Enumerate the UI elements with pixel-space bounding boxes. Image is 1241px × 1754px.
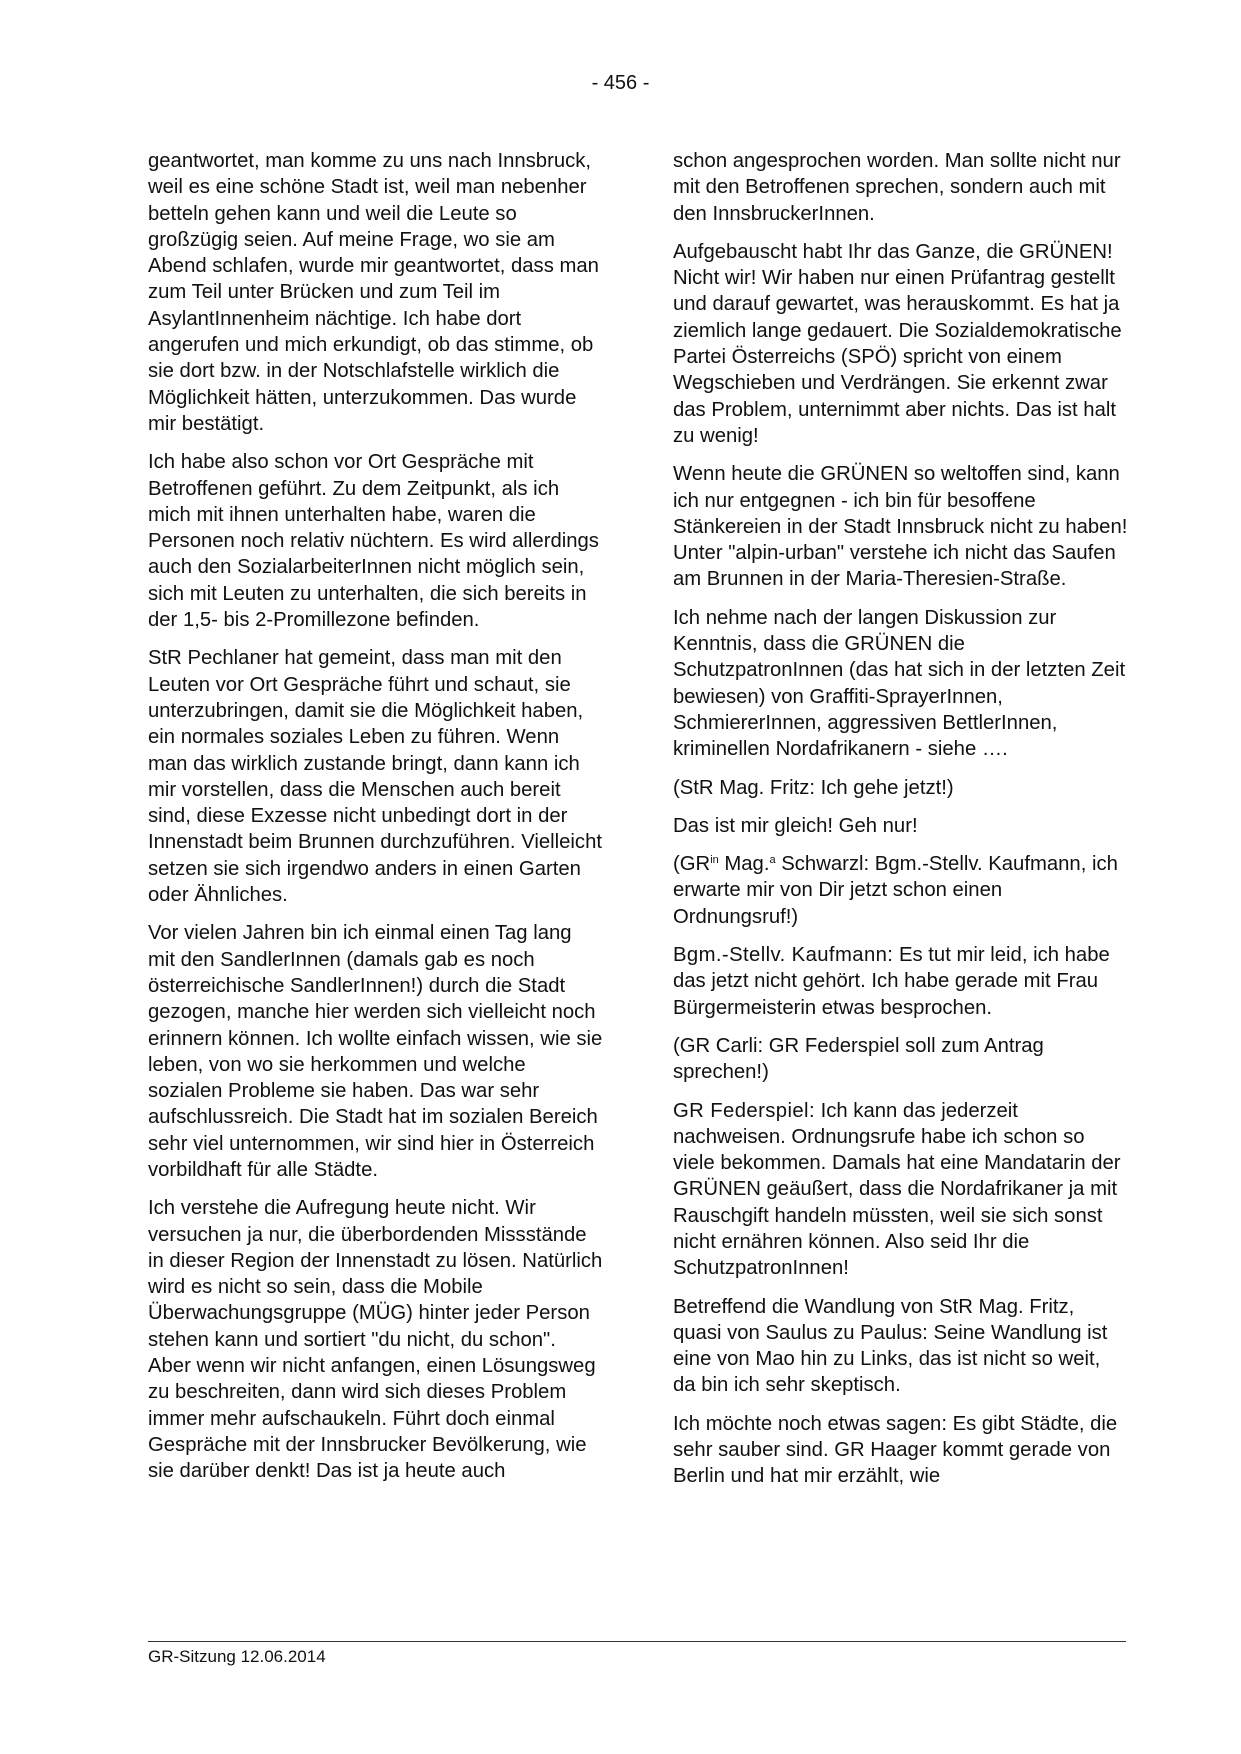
- paragraph: Das ist mir gleich! Geh nur!: [673, 814, 918, 837]
- right-column: [673, 148, 1128, 1502]
- interjection: (GR Carli: GR Federspiel soll zum Antrag sprechen!): [673, 1034, 1044, 1084]
- speech-text: Ich kann das jederzeit nachweisen. Ordnungsrufe habe ich schon so viele bekommen. Damals hat eine Mandatarin der GRÜNEN geäußert, dass die Nordafrikaner ja mit Rauschgift handeln müssten, weil sie sich sonst nicht ernähren können. Also seid Ihr die SchutzpatronInnen!: [673, 1099, 1121, 1280]
- paragraph: schon angesprochen worden. Man sollte nicht nur mit den Betroffenen sprechen, sondern auch mit den InnsbruckerInnen.: [673, 150, 1121, 225]
- speaker-name: Bgm.-Stellv. Kaufmann:: [673, 944, 894, 967]
- paragraph: Vor vielen Jahren bin ich einmal einen Tag lang mit den SandlerInnen (damals gab es noch österreichische SandlerInnen!) durch die Stadt gezogen, manche hier werden sich vielleicht noch erinnern können. Ich wollte einfach wissen, wie sie leben, von wo sie herkommen und welche sozialen Probleme sie haben. Das war sehr aufschlussreich. Die Stadt hat im sozialen Bereich sehr viel unternommen, wir sind hier in Österreich vorbildhaft für alle Städte.: [148, 922, 603, 1181]
- superscript: a: [769, 854, 776, 867]
- paragraph: Ich verstehe die Aufregung heute nicht. Wir versuchen ja nur, die überbordenden Missstände in dieser Region der Innenstadt zu lösen. Natürlich wird es nicht so sein, dass die Mobile Überwachungsgruppe (MÜG) hinter jeder Person stehen kann und sortiert "du nicht, du schon". Aber wenn wir nicht anfangen, einen Lösungsweg zu beschreiten, dann wird sich dieses Problem immer mehr aufschaukeln. Führt doch einmal Gespräche mit der Innsbrucker Bevölkerung, wie sie darüber denkt! Das ist ja heute auch: [148, 1197, 603, 1483]
- paragraph: StR Pechlaner hat gemeint, dass man mit den Leuten vor Ort Gespräche führt und schaut, sie unterzubringen, damit sie die Möglichkeit haben, ein normales soziales Leben zu führen. Wenn man das wirklich zustande bringt, dann kann ich mir vorstellen, dass die Menschen auch bereit sind, diese Exzesse nicht unbedingt dort in der Innenstadt beim Brunnen durchzuführen. Vielleicht setzen sie sich irgendwo anders in einen Garten oder Ähnliches.: [148, 647, 602, 907]
- page-number: - 456 -: [591, 72, 650, 94]
- footer-divider: [148, 1641, 1126, 1642]
- paragraph: Ich habe also schon vor Ort Gespräche mit Betroffenen geführt. Zu dem Zeitpunkt, als ich mich mit ihnen unterhalten habe, waren die Personen noch relativ nüchtern. Es wird allerdings auch den SozialarbeiterInnen nicht möglich sein, sich mit Leuten zu unterhalten, die sich bereits in der 1,5- bis 2-Promillezone befinden.: [148, 451, 599, 632]
- superscript: in: [710, 854, 719, 867]
- footer-session-date: GR-Sitzung 12.06.2014: [148, 1647, 326, 1666]
- speaker-name: GR Federspiel:: [673, 1099, 815, 1122]
- speech: [673, 942, 1128, 1021]
- interjection: [673, 851, 1128, 930]
- interjection-text: Schwarzl: Bgm.-Stellv. Kaufmann, ich erwarte mir von Dir jetzt schon einen Ordnungsruf!): [673, 853, 1118, 928]
- paragraph: Betreffend die Wandlung von StR Mag. Fritz, quasi von Saulus zu Paulus: Seine Wandlung ist eine von Mao hin zu Links, das ist nicht so weit, da bin ich sehr skeptisch.: [673, 1295, 1108, 1397]
- interjection-open: (GR: [673, 853, 711, 876]
- paragraph: Ich möchte noch etwas sagen: Es gibt Städte, die sehr sauber sind. GR Haager kommt gerade von Berlin und hat mir erzählt, wie: [673, 1412, 1118, 1488]
- interjection-title: Mag.: [718, 853, 770, 876]
- paragraph: Wenn heute die GRÜNEN so weltoffen sind, kann ich nur entgegnen - ich bin für besoffene Stänkereien in der Stadt Innsbruck nicht zu haben! Unter "alpin-urban" verstehe ich nicht das Saufen am Brunnen in der Maria-Theresien-Straße.: [673, 463, 1128, 591]
- interjection: (StR Mag. Fritz: Ich gehe jetzt!): [673, 776, 954, 799]
- paragraph: Ich nehme nach der langen Diskussion zur Kenntnis, dass die GRÜNEN die SchutzpatronInnen (das hat sich in der letzten Zeit bewiesen) von Graffiti-SprayerInnen, SchmiererInnen, aggressiven BettlerInnen, kriminellen Nordafrikanern - siehe ….: [673, 606, 1126, 761]
- speech-text: Es tut mir leid, ich habe das jetzt nicht gehört. Ich habe gerade mit Frau Bürgermeisterin etwas besprochen.: [673, 944, 1110, 1019]
- speech: [673, 1098, 1128, 1282]
- paragraph: geantwortet, man komme zu uns nach Innsbruck, weil es eine schöne Stadt ist, weil man nebenher betteln gehen kann und weil die Leute so großzügig seien. Auf meine Frage, wo sie am Abend schlafen, wurde mir geantwortet, dass man zum Teil unter Brücken und zum Teil im AsylantInnenheim nächtige. Ich habe dort angerufen und mich erkundigt, ob das stimme, ob sie dort bzw. in der Notschlafstelle wirklich die Möglichkeit hätten, unterzukommen. Das wurde mir bestätigt.: [148, 150, 599, 435]
- paragraph: Aufgebauscht habt Ihr das Ganze, die GRÜNEN! Nicht wir! Wir haben nur einen Prüfantrag gestellt und darauf gewartet, was herauskommt. Es hat ja ziemlich lange gedauert. Die Sozialdemokratische Partei Österreichs (SPÖ) spricht von einem Wegschieben und Verdrängen. Sie erkennt zwar das Problem, unternimmt aber nichts. Das ist halt zu wenig!: [673, 240, 1122, 447]
- left-column: [148, 148, 603, 1497]
